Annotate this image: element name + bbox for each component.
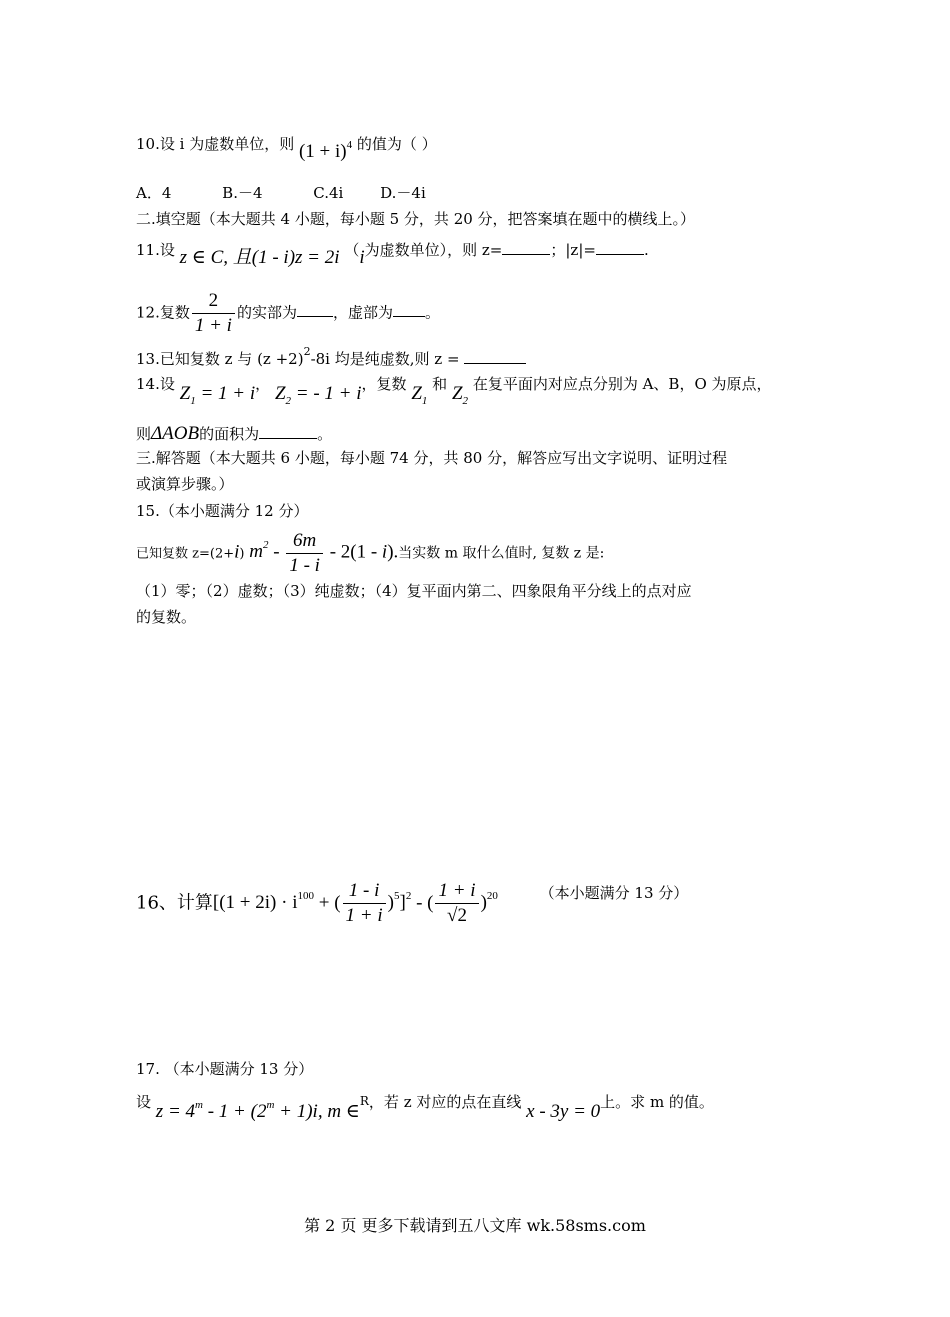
q12-prefix: 12.复数 [136, 303, 190, 322]
q10-option-b: B.－4 [222, 184, 263, 202]
q17-header: 17. （本小题满分 13 分） [136, 1060, 314, 1078]
q11-end: . [643, 241, 649, 259]
q17-tail: 上。求 m 的值。 [600, 1093, 714, 1111]
q17-prefix: 设 [136, 1093, 152, 1111]
q15-question: 当实数 m 取什么值时, 复数 z 是: [398, 545, 605, 562]
q12-part1: 的实部为 [236, 303, 297, 322]
section3-line2: 或演算步骤。） [136, 475, 234, 493]
q14-and: 和 [432, 375, 448, 393]
q12-end: 。 [425, 303, 441, 322]
q17-line-eq: x - 3y = 0 [526, 1101, 601, 1122]
q15-i: i [234, 541, 240, 563]
q13-blank[interactable] [464, 351, 526, 364]
q17-stem [136, 1088, 714, 1122]
q17-expression: $z = 4^m - 1 + (2^m + 1)i$, m ∈ [155, 1099, 360, 1122]
q14-z2-def: $Z_2$ = - 1 + i [274, 383, 362, 407]
q10-option-d: D.－4i [380, 184, 426, 202]
q14-line1 [136, 372, 772, 407]
q13-text2: -8i 均是纯虚数,则 z = [310, 350, 465, 368]
q12 [136, 290, 440, 337]
q15-rest-i: i [381, 541, 388, 563]
q11-mid: ；|z|= [550, 241, 596, 259]
q11-note-close: 为虚数单位），则 z= [364, 241, 503, 259]
q12-part2: ，虚部为 [332, 303, 393, 322]
q12-blank-imag[interactable] [393, 304, 425, 317]
q15-rest-close: ). [387, 541, 399, 563]
q15-line3: 的复数。 [136, 608, 197, 626]
q12-fraction: $\frac{2}{1 + i}$ [192, 290, 235, 337]
q10-options [136, 184, 426, 204]
q14-end: 。 [317, 425, 333, 443]
q11-condition: z ∈ C, 且(1 - i)z = 2i [179, 247, 340, 268]
q16-close1: )$^5$]$^2$ [387, 890, 412, 914]
q14-line2a: 则 [136, 425, 152, 443]
q11 [136, 238, 649, 268]
q15-minus: - [268, 541, 285, 563]
q16-plus: + ( [314, 892, 341, 914]
q15-line2: （1）零；（2）虚数；（3）纯虚数；（4）复平面内第二、四象限角平分线上的点对应 [136, 582, 692, 600]
q17-R: R [359, 1094, 369, 1108]
q14-sep1: ， [255, 375, 271, 393]
q10-expr: $(1 + i)^4$ [298, 139, 353, 162]
q14-tail: 在复平面内对应点分别为 A、B，O 为原点， [472, 375, 772, 393]
q15-header: 15.（本小题满分 12 分） [136, 502, 309, 520]
q14-z1: $Z_1$ [411, 383, 428, 407]
q14-sep2: ，复数 [361, 375, 407, 393]
page-footer: 第 2 页 更多下载请到五八文库 wk.58sms.com [304, 1216, 646, 1235]
q15-close: ) [239, 546, 245, 562]
q15-intro: 已知复数 z=(2+ [136, 546, 235, 562]
q10-tail: 的值为（ ） [356, 135, 437, 153]
q11-note-i: i [359, 247, 365, 268]
q12-blank-real[interactable] [297, 304, 333, 317]
q16-score: （本小题满分 13 分） [539, 884, 689, 903]
q15-m2: $m^2$ [249, 539, 269, 563]
q14-prefix: 14.设 [136, 375, 175, 393]
q14-z1-def: $Z_1 = 1 + i$ [179, 383, 256, 407]
q16 [136, 880, 688, 927]
section2-title: 二.填空题（本大题共 4 小题，每小题 5 分，共 20 分，把答案填在题中的横线上。） [136, 210, 696, 228]
q16-close3: )$^{20}$ [480, 890, 498, 914]
q11-note-open: （ [344, 241, 360, 259]
q15-stem [136, 530, 604, 577]
q15-fraction: $\frac{6m}{1 - i}$ [286, 530, 323, 577]
q14-line2 [136, 422, 332, 447]
q10-option-c: C.4i [313, 184, 344, 202]
q14-line2b: 的面积为 [199, 425, 260, 443]
q16-part1: [$(1 + 2i) \cdot i^{100}$ [212, 890, 314, 914]
q16-minus: - ( [411, 892, 434, 914]
q11-blank-z[interactable] [502, 242, 550, 255]
q15-rest: - 2(1 - [324, 541, 382, 563]
q13 [136, 345, 526, 370]
section3-line1: 三.解答题（本大题共 6 小题，每小题 74 分，共 80 分，解答应写出文字说明、证明过程 [136, 449, 728, 467]
q16-fraction-1: $\frac{1 - i}{1 + i}$ [343, 880, 386, 927]
q11-prefix: 11.设 [136, 241, 175, 259]
q13-exp: 2 [303, 345, 311, 358]
q14-blank[interactable] [259, 426, 317, 439]
q10-option-a: A．4 [136, 184, 172, 202]
q11-blank-modulus[interactable] [596, 242, 644, 255]
q16-fraction-2: $\frac{1 + i}{√2}$ [435, 880, 478, 927]
q10-stem [136, 130, 437, 162]
q10-text: 10.设 i 为虚数单位，则 [136, 135, 295, 153]
q16-prefix: 16、计算 [136, 892, 213, 914]
q14-z2: $Z_2$ [451, 383, 469, 407]
q17-mid: ，若 z 对应的点在直线 [368, 1093, 522, 1111]
q13-text1: 13.已知复数 z 与 (z +2) [136, 350, 304, 368]
q14-triangle: ΔAOB [151, 423, 200, 444]
